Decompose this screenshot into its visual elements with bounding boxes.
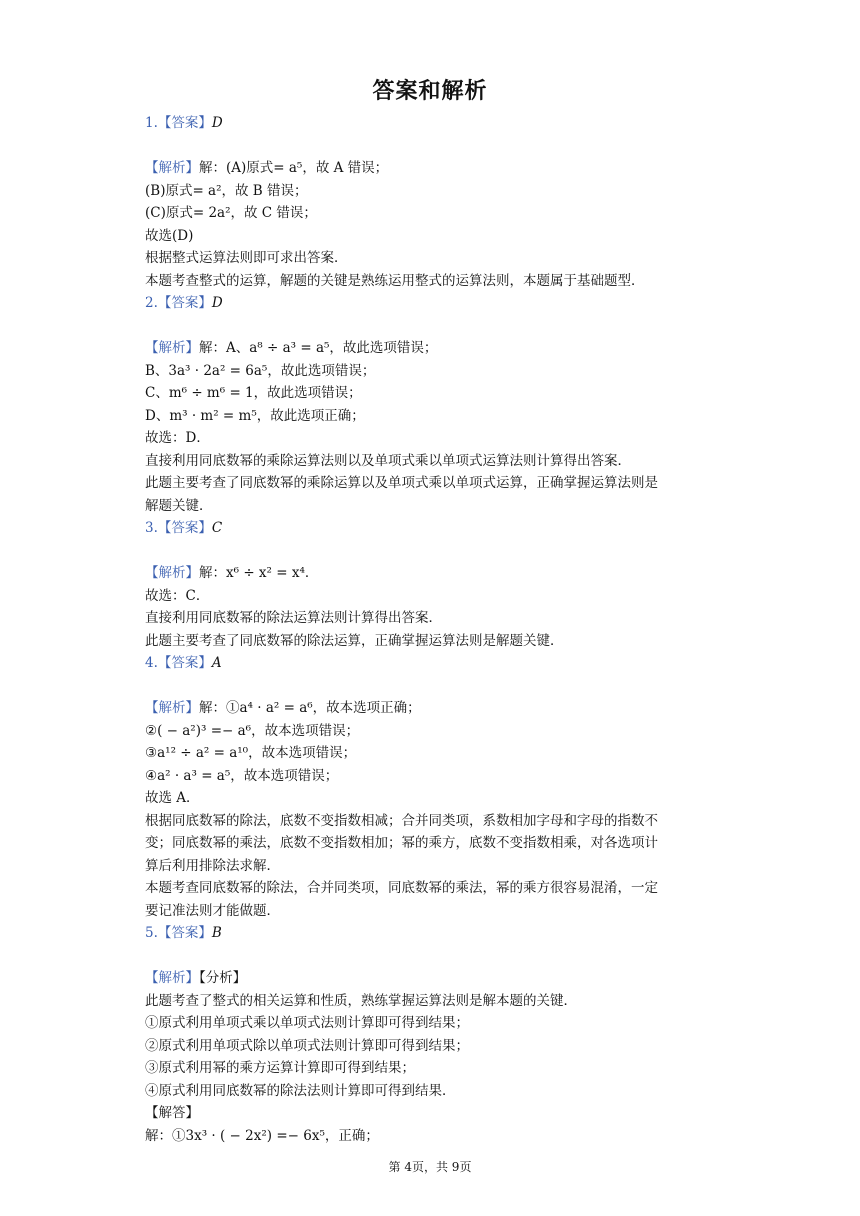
analysis-tag: 【解析】 — [145, 700, 199, 716]
analysis-line — [145, 697, 720, 720]
answer-label: 【答案】 — [157, 925, 212, 941]
analysis-line — [145, 157, 720, 180]
analysis-line — [145, 337, 720, 360]
text-line: (C)原式= 2a²，故 C 错误； — [145, 205, 317, 221]
text-line: 直接利用同底数幂的乘除运算法则以及单项式乘以单项式运算法则计算得出答案． — [145, 452, 631, 469]
text-line: D、m³ · m² = m⁵，故此选项正确； — [145, 407, 365, 424]
blank-line — [145, 675, 720, 698]
text-line: 解题关键． — [145, 497, 213, 514]
text-line: B、3a³ · 2a² = 6a⁵，故此选项错误； — [145, 362, 376, 379]
answer-tag: 5. — [145, 925, 158, 941]
analysis-line — [145, 562, 720, 585]
text-line: 本题考查整式的运算，解题的关键是熟练运用整式的运算法则，本题属于基础题型． — [145, 272, 645, 289]
text-line: ③a¹² ÷ a² = a¹⁰，故本选项错误； — [145, 745, 357, 761]
answer-label: 【答案】 — [157, 520, 212, 536]
page-footer: 第 4页，共 9页 — [388, 1160, 472, 1174]
answer-tag: 1. — [145, 115, 158, 131]
text-line: 【解答】 — [145, 1105, 199, 1121]
text-line: ①原式利用单项式乘以单项式法则计算即可得到结果； — [145, 1015, 469, 1031]
answer-tag: 3. — [145, 520, 158, 536]
text-line: 本题考查同底数幂的除法，合并同类项，同底数幂的乘法，幂的乘方很容易混淆，一定 — [145, 880, 658, 896]
text-line: 此题主要考查了同底数幂的除法运算，正确掌握运算法则是解题关键． — [145, 632, 564, 649]
text-line: ④原式利用同底数幂的除法法则计算即可得到结果． — [145, 1082, 456, 1099]
answer-value: D — [211, 115, 223, 131]
answer-value: B — [211, 925, 222, 941]
text-line: ③原式利用幂的乘方运算计算即可得到结果； — [145, 1060, 415, 1076]
text-line: 此题主要考查了同底数幂的乘除运算以及单项式乘以单项式运算，正确掌握运算法则是 — [145, 475, 658, 491]
text-line: 根据同底数幂的除法，底数不变指数相减；合并同类项，系数相加字母和字母的指数不 — [145, 812, 658, 829]
text-line: 解：①3x³ · ( − 2x²) =− 6x⁵，正确； — [145, 1127, 379, 1144]
answer-line — [145, 517, 720, 540]
text-line: 故选：C． — [145, 587, 210, 604]
text-line: 要记准法则才能做题． — [145, 902, 280, 919]
text-line: 变；同底数幂的乘法，底数不变指数相加；幂的乘方，底数不变指数相乘，对各选项计 — [145, 835, 658, 851]
text-line: (B)原式= a²，故 B 错误； — [145, 182, 308, 199]
answer-value: C — [211, 520, 223, 536]
text-line: ②原式利用单项式除以单项式法则计算即可得到结果； — [145, 1037, 469, 1054]
answer-tag: 4. — [145, 655, 158, 671]
blank-line — [145, 315, 720, 338]
analysis-text: 解：(A)原式= a⁵，故 A 错误； — [199, 160, 389, 176]
answer-label: 【答案】 — [157, 655, 212, 671]
text-line: ④a² · a³ = a⁵，故本选项错误； — [145, 767, 339, 784]
text-line: 直接利用同底数幂的除法运算法则计算得出答案． — [145, 610, 442, 626]
text-line: 故选：D． — [145, 430, 210, 446]
text-line: 故选 A． — [145, 790, 200, 806]
analysis-text: 解：①a⁴ · a² = a⁶，故本选项正确； — [199, 700, 421, 716]
answer-label: 【答案】 — [157, 115, 212, 131]
analysis-line — [145, 967, 720, 990]
blank-line — [145, 540, 720, 563]
text-line: 算后利用排除法求解． — [145, 857, 280, 874]
analysis-tag: 【解析】 — [145, 565, 199, 581]
answer-content — [145, 112, 720, 1147]
answer-tag: 2. — [145, 295, 158, 311]
text-line: C、m⁶ ÷ m⁶ = 1，故此选项错误； — [145, 385, 362, 401]
blank-line — [145, 945, 720, 968]
analysis-tag: 【解析】 — [145, 340, 199, 356]
analysis-tag: 【解析】 — [145, 970, 199, 986]
answer-line — [145, 292, 720, 315]
answer-line — [145, 652, 720, 675]
answer-value: D — [211, 295, 223, 311]
answer-value: A — [211, 655, 222, 671]
blank-line — [145, 135, 720, 158]
text-line: ②( − a²)³ =− a⁶，故本选项错误； — [145, 722, 360, 739]
answer-line — [145, 922, 720, 945]
analysis-text: 【分析】 — [199, 970, 247, 986]
text-line: 故选(D) — [145, 227, 194, 244]
text-line: 此题考查了整式的相关运算和性质，熟练掌握运算法则是解本题的关键． — [145, 992, 577, 1009]
text-line: 根据整式运算法则即可求出答案． — [145, 250, 348, 266]
answer-line — [145, 112, 720, 135]
analysis-text: 解：x⁶ ÷ x² = x⁴． — [199, 565, 319, 581]
page-title: 答案和解析 — [372, 79, 488, 104]
answer-label: 【答案】 — [157, 295, 212, 311]
analysis-tag: 【解析】 — [145, 160, 199, 176]
analysis-text: 解：A、a⁸ ÷ a³ = a⁵，故此选项错误； — [199, 340, 438, 356]
